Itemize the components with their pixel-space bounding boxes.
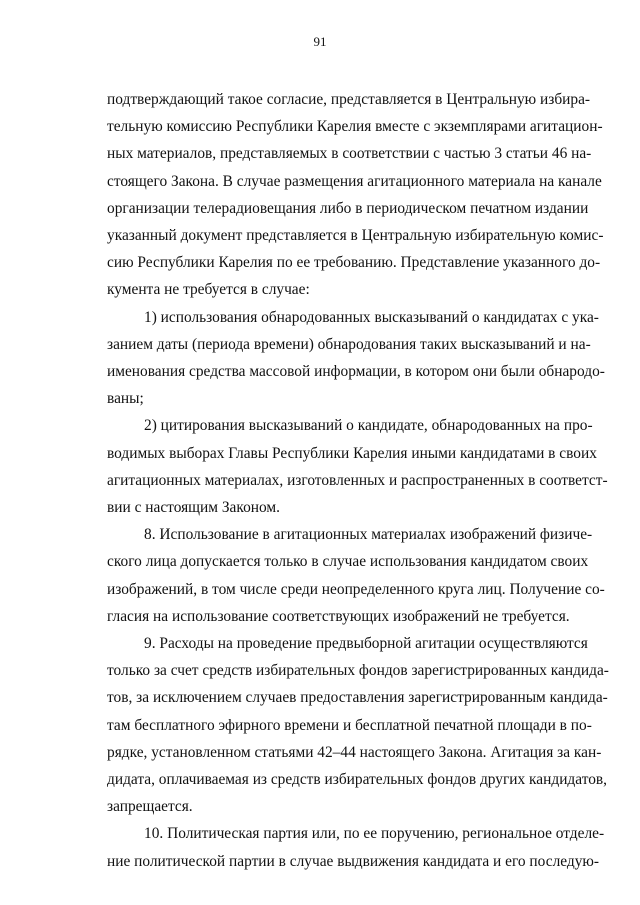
text-line: водимых выборах Главы Республики Карелия иными кандидатами в своих <box>107 444 597 462</box>
text-line: только за счет средств избирательных фондов зарегистрированных кандида- <box>107 662 609 680</box>
document-body <box>107 86 609 875</box>
text-line: ние политической партии в случае выдвижения кандидата и его последую- <box>107 852 600 870</box>
text-line: агитационных материалах, изготовленных и распространенных в соответст- <box>107 471 608 489</box>
paragraph-continuation <box>107 86 604 304</box>
paragraph-section-9 <box>107 630 609 820</box>
text-line: ных материалов, представляемых в соответствии с частью 3 статьи 46 на- <box>107 145 592 163</box>
text-line: организации телерадиовещания либо в периодическом печатном издании <box>107 199 589 217</box>
text-line: вии с настоящим Законом. <box>107 499 281 517</box>
text-line: сию Республики Карелия по ее требованию. Представление указанного до- <box>107 254 601 272</box>
text-line: рядке, установленном статьями 42–44 настоящего Закона. Агитация за кан- <box>107 743 602 761</box>
text-line: ского лица допускается только в случае использования кандидатом своих <box>107 553 589 571</box>
page-number: 91 <box>313 34 327 49</box>
text-line: стоящего Закона. В случае размещения агитационного материала на канале <box>107 172 602 190</box>
text-line: 10. Политическая партия или, по ее поручению, региональное отделе- <box>144 825 605 843</box>
text-line: там бесплатного эфирного времени и бесплатной печатной площади в по- <box>107 716 592 734</box>
text-line: дидата, оплачиваемая из средств избирательных фондов других кандидатов, <box>107 771 608 789</box>
text-line: подтверждающий такое согласие, представляется в Центральную избира- <box>107 91 591 108</box>
text-line: 8. Использование в агитационных материалах изображений физиче- <box>144 526 593 544</box>
paragraph-section-10 <box>107 820 605 874</box>
text-line: запрещается. <box>107 798 193 816</box>
paragraph-item-2 <box>107 412 608 521</box>
text-line: именования средства массовой информации, в котором они были обнародо- <box>107 363 605 381</box>
text-line: кумента не требуется в случае: <box>107 281 310 299</box>
text-line: занием даты (периода времени) обнародования таких высказываний и на- <box>107 335 591 353</box>
text-line: указанный документ представляется в Центральную избирательную комис- <box>107 227 604 245</box>
text-line: тов, за исключением случаев предоставления зарегистрированным кандида- <box>107 689 608 707</box>
text-line: 2) цитирования высказываний о кандидате, обнародованных на про- <box>144 417 593 435</box>
text-line: ваны; <box>107 390 144 408</box>
paragraph-item-1 <box>107 304 605 413</box>
text-line: гласия на использование соответствующих изображений не требуется. <box>107 607 570 625</box>
text-line: изображений, в том числе среди неопределенного круга лиц. Получение со- <box>107 580 605 598</box>
text-line: тельную комиссию Республики Карелия вместе с экземплярами агитацион- <box>107 118 603 136</box>
text-line: 9. Расходы на проведение предвыборной агитации осуществляются <box>144 635 588 653</box>
text-line: 1) использования обнародованных высказываний о кандидатах с ука- <box>144 308 599 326</box>
paragraph-section-8 <box>107 521 605 630</box>
